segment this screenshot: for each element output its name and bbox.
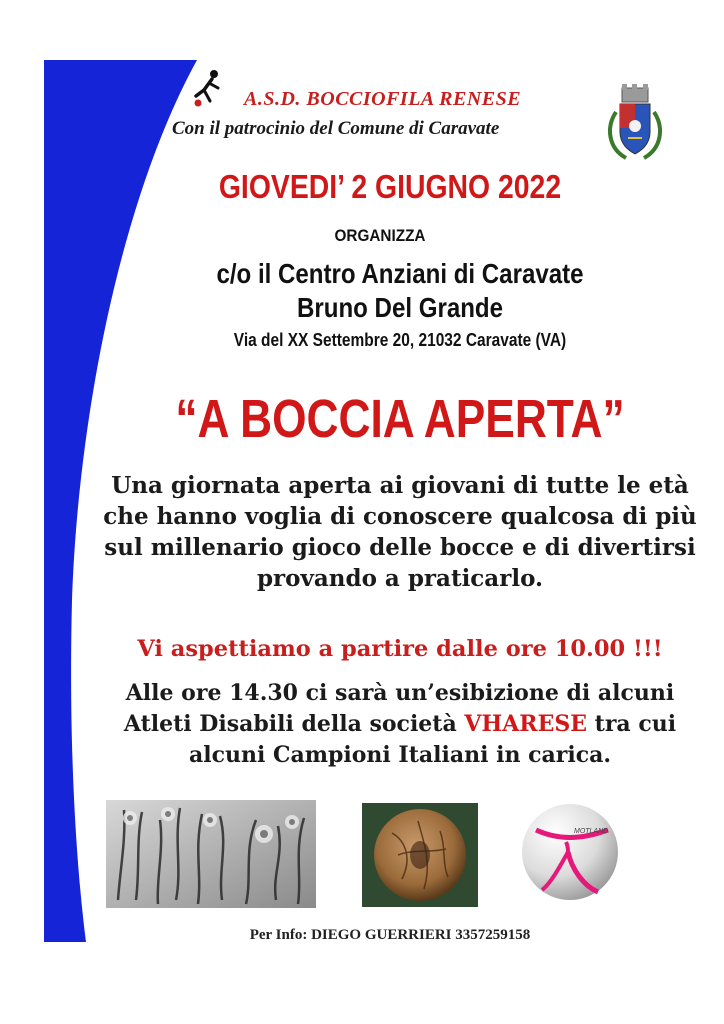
- contact-info: Per Info: DIEGO GUERRIERI 3357259158: [249, 927, 531, 943]
- event-description: [80, 470, 720, 594]
- organizes-label: ORGANIZZA: [334, 226, 426, 245]
- description-line: Una giornata aperta ai giovani di tutte le età: [111, 472, 689, 499]
- patronage-line: Con il patrocinio del Comune di Caravate: [172, 118, 500, 139]
- venue-address: Via del XX Settembre 20, 21032 Caravate (VA): [233, 330, 567, 350]
- ancient-relief-image: [106, 800, 316, 908]
- event-title: “A BOCCIA APERTA”: [175, 389, 625, 449]
- description-line: che hanno voglia di conoscere qualcosa di più: [103, 503, 697, 530]
- description-line: provando a praticarlo.: [256, 565, 544, 592]
- organization-name: A.S.D. BOCCIOFILA RENESE: [244, 88, 522, 110]
- municipal-crest-icon: [604, 82, 666, 166]
- event-date: GIOVEDI’ 2 GIUGNO 2022: [218, 168, 562, 205]
- exhibition-text: Atleti Disabili della società: [123, 711, 465, 737]
- description-line: sul millenario gioco delle bocce e di divertirsi: [104, 534, 696, 561]
- venue-line-1: c/o il Centro Anziani di Caravate: [216, 258, 584, 289]
- bocce-player-icon: [190, 68, 226, 108]
- exhibition-line-2: [80, 709, 720, 740]
- exhibition-line-3: alcuni Campioni Italiani in carica.: [188, 742, 612, 768]
- ancient-wooden-ball-image: [362, 803, 478, 907]
- exhibition-text: tra cui: [587, 711, 677, 737]
- exhibition-info: [80, 678, 720, 771]
- team-name-highlight: VHARESE: [464, 711, 588, 737]
- welcome-line: Vi aspettiamo a partire dalle ore 10.00 !!!: [137, 636, 663, 662]
- exhibition-line-1: Alle ore 14.30 ci sarà un’esibizione di alcuni: [125, 680, 675, 706]
- ball-brand-label: MOTLAND: [574, 828, 609, 835]
- venue-line-2: Bruno Del Grande: [296, 292, 504, 323]
- modern-bocce-ball-image: [518, 800, 622, 904]
